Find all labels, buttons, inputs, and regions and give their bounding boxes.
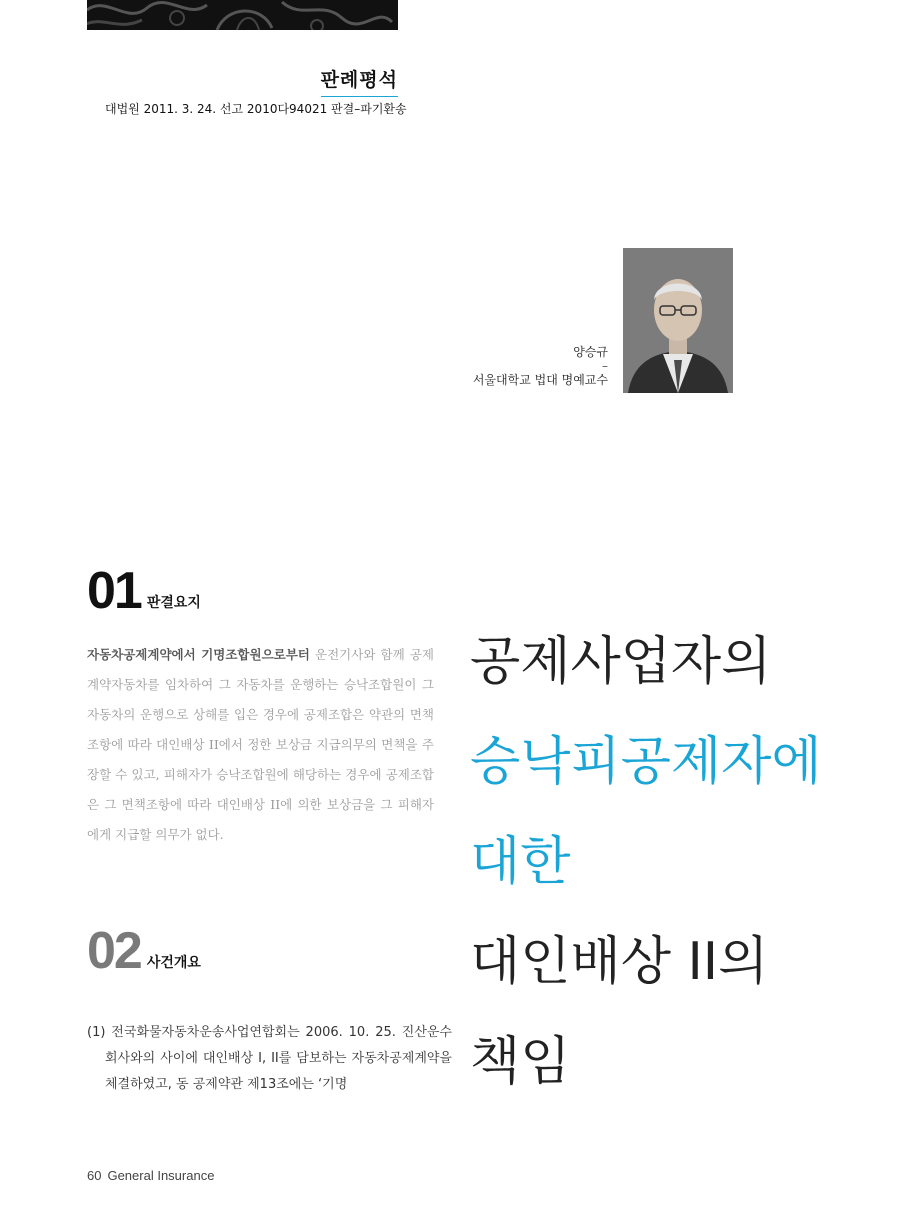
section-title: 판례평석 [321, 65, 398, 97]
page-number: 60 [87, 1168, 102, 1183]
title-line-2: 승낙피공제자에 [470, 732, 822, 792]
portrait-image [623, 248, 733, 393]
section-2-number: 02 [87, 922, 141, 980]
header-banner [87, 0, 398, 30]
decorative-pattern [87, 0, 398, 30]
section-1-number: 01 [87, 562, 141, 620]
title-line-5: 책임 [470, 1032, 571, 1092]
magazine-name: General Insurance [107, 1168, 215, 1183]
author-dash: – [602, 359, 608, 373]
section-2-heading [87, 922, 201, 980]
article-title [470, 612, 890, 1112]
title-line-3: 대한 [470, 832, 571, 892]
author-affiliation: 서울대학교 법대 명예교수 [472, 373, 608, 387]
summary-lead: 자동차공제계약에서 기명조합원으로부터 [87, 647, 310, 662]
title-line-1: 공제사업자의 [470, 632, 772, 692]
case-reference: 대법원 2011. 3. 24. 선고 2010다94021 판결–파기환송 [105, 102, 407, 116]
author-block [473, 343, 608, 389]
author-name: 양승규 [573, 345, 608, 359]
page-footer [87, 1168, 214, 1183]
section-1-label: 판결요지 [146, 595, 201, 611]
section-1-heading [87, 562, 201, 620]
case-facts: (1) 전국화물자동차운송사업연합회는 2006. 10. 25. 진산운수회사와의 사이에 대인배상 I, II를 담보하는 자동차공제계약을 체결하였고, 동 공제약관 제13조에는 ‘기명 [87, 1025, 452, 1092]
judgment-summary [87, 640, 434, 850]
author-photo [623, 248, 733, 393]
section-2-label: 사건개요 [146, 955, 201, 971]
summary-body: 운전기사와 함께 공제계약자동차를 임차하여 그 자동차를 운행하는 승낙조합원이 그 자동차의 운행으로 상해를 입은 경우에 공제조합은 약관의 면책조항에 따라 대인배상 II에서 정한 보상금 지급의무의 면책을 주장할 수 있고, 피해자가 승낙조합원에 해당하는 경우에 공제조합은 그 면책조항에 따라 대인배상 II에 의한 보상금을 그 피해자에게 지급할 의무가 없다. [87, 647, 434, 842]
title-line-4: 대인배상 II의 [470, 932, 769, 992]
section-label [321, 65, 398, 97]
